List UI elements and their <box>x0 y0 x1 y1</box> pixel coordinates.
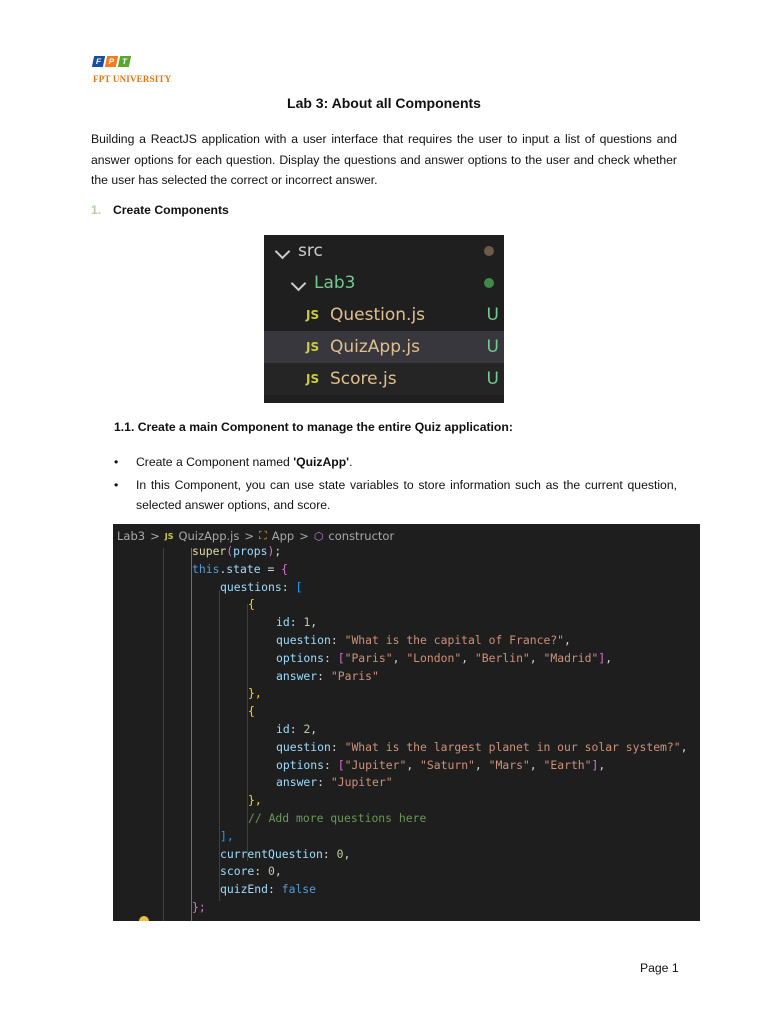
code-lines <box>113 543 700 917</box>
tok-punct: : <box>281 579 296 594</box>
untracked-dot-icon <box>484 278 494 288</box>
fpt-logo-blocks <box>93 56 183 67</box>
logo-block-t: T <box>118 56 131 67</box>
tok-punct: ; <box>274 544 282 558</box>
tok-punct: ], <box>220 828 234 843</box>
bullet-list <box>114 452 677 518</box>
tok-punct: }, <box>248 686 262 701</box>
fpt-logo <box>93 56 183 86</box>
page-number: Page 1 <box>640 961 679 975</box>
tok-prop: currentQuestion <box>220 846 323 861</box>
tree-file-name: QuizApp.js <box>330 337 420 357</box>
git-status-badge: U <box>486 305 499 325</box>
tok-str: "Paris" <box>344 650 393 665</box>
tok-prop: answer <box>276 775 318 790</box>
intro-paragraph: Building a ReactJS application with a user interface that requires the user to input a list of questions and answer options for each question. Display the questions and answer options to the user and check whether the user has selected the correct or incorrect answer. <box>91 132 677 187</box>
tree-label-lab3: Lab3 <box>314 273 356 293</box>
tok-op: = <box>260 561 282 576</box>
list-item <box>114 452 677 473</box>
tok-str: "What is the largest planet in our solar system?" <box>344 739 681 754</box>
tok-punct: ] <box>591 757 599 772</box>
bullet-icon: • <box>114 455 119 469</box>
code-line: options: ["Paris", "London", "Berlin", "Madrid"], <box>276 650 613 665</box>
code-line <box>113 543 700 561</box>
tok-prop: question <box>276 632 331 647</box>
code-line <box>113 828 700 846</box>
tok-punct: ( <box>226 544 234 558</box>
tree-row-file[interactable] <box>264 299 504 331</box>
bullet-text: Create a Component named <box>136 455 294 469</box>
code-line: id: 2, <box>276 721 318 736</box>
tok-str: "Mars" <box>488 757 530 772</box>
tok-fn: super <box>192 544 227 558</box>
chevron-right-icon: > <box>299 529 309 543</box>
tok-prop: score <box>220 864 255 879</box>
tok-prop: question <box>276 739 331 754</box>
code-line: question: "What is the largest planet in our solar system?", <box>276 739 688 754</box>
subsection-heading: 1.1. Create a main Component to manage the entire Quiz application: <box>114 420 513 434</box>
bullet-bold-text: 'QuizApp' <box>293 455 350 469</box>
class-symbol-icon: ⛶ <box>259 529 267 542</box>
list-item <box>114 475 677 516</box>
code-line <box>113 685 700 703</box>
section-label: Create Components <box>113 203 229 217</box>
git-status-badge: U <box>486 337 499 357</box>
tok-str: "Paris" <box>330 668 379 683</box>
logo-education: Education <box>134 57 175 66</box>
tok-str: "Earth" <box>543 757 592 772</box>
tok-prop: state <box>226 561 261 576</box>
tok-comment: // Add more questions here <box>248 810 427 825</box>
tok-punct: [ <box>295 579 303 594</box>
tok-num: 2 <box>303 721 311 736</box>
tok-prop: options <box>276 650 325 665</box>
method-symbol-icon: ⬡ <box>313 529 324 543</box>
tok-punct: [ <box>337 650 345 665</box>
code-line <box>113 596 700 614</box>
code-line: quizEnd: false <box>220 882 317 897</box>
code-editor <box>113 524 700 921</box>
tok-punct: . <box>219 561 227 576</box>
tok-punct: [ <box>337 757 345 772</box>
lightbulb-icon[interactable] <box>139 916 149 921</box>
tok-str: "London" <box>406 650 462 665</box>
tok-arg: props <box>233 544 268 558</box>
tree-file-name: Question.js <box>330 305 426 325</box>
tok-punct: { <box>248 597 255 612</box>
js-file-icon: JS <box>306 340 320 354</box>
chevron-right-icon: > <box>150 529 160 543</box>
breadcrumb-method[interactable]: constructor <box>328 529 395 543</box>
chevron-down-icon <box>275 243 291 259</box>
tree-row-lab3[interactable] <box>264 267 504 299</box>
tok-punct: }; <box>192 899 206 914</box>
bullet-text-end: . <box>349 455 353 469</box>
tok-prop: options <box>276 757 325 772</box>
tree-row-file[interactable] <box>264 363 504 395</box>
tok-prop: answer <box>276 668 318 683</box>
tok-prop: questions <box>220 579 282 594</box>
tok-punct: ] <box>598 650 606 665</box>
logo-block-f: F <box>92 56 105 67</box>
code-line: answer: "Jupiter" <box>276 775 393 790</box>
breadcrumb-folder[interactable]: Lab3 <box>117 529 146 543</box>
code-line <box>113 792 700 810</box>
code-line <box>113 899 700 917</box>
tok-str: "What is the capital of France?" <box>344 632 565 647</box>
code-line: answer: "Paris" <box>276 668 379 683</box>
tree-row-src[interactable] <box>264 235 504 267</box>
js-file-icon: JS <box>306 308 320 322</box>
section-heading-create-components <box>91 203 229 217</box>
js-file-icon: JS <box>306 372 320 386</box>
tok-str: "Jupiter" <box>344 757 407 772</box>
tree-label-src: src <box>298 241 323 261</box>
chevron-right-icon: > <box>244 529 254 543</box>
tok-prop: id <box>276 615 290 630</box>
tok-prop: id <box>276 721 290 736</box>
tok-kw: false <box>281 882 317 897</box>
tok-str: "Berlin" <box>474 650 530 665</box>
tree-file-name: Score.js <box>330 369 397 389</box>
breadcrumb-file[interactable]: QuizApp.js <box>178 529 240 543</box>
code-line: options: ["Jupiter", "Saturn", "Mars", "Earth"], <box>276 757 606 772</box>
code-line <box>113 579 700 597</box>
code-line: score: 0, <box>220 864 282 879</box>
tok-punct: { <box>281 561 289 576</box>
tok-prop: quizEnd <box>220 882 269 897</box>
page-title: Lab 3: About all Components <box>287 95 481 111</box>
section-number: 1. <box>91 203 102 217</box>
tok-str: "Saturn" <box>420 757 475 772</box>
logo-block-p: P <box>105 56 118 67</box>
code-line <box>113 561 700 579</box>
code-line <box>113 810 700 828</box>
code-line: currentQuestion: 0, <box>220 846 351 861</box>
chevron-down-icon <box>291 275 307 291</box>
tok-num: 0 <box>336 846 344 861</box>
tok-punct: }, <box>248 793 262 808</box>
modified-dot-icon <box>484 246 494 256</box>
tok-kw: this <box>192 561 220 576</box>
code-line: id: 1, <box>276 615 318 630</box>
tok-punct: ) <box>267 544 275 558</box>
tok-str: "Madrid" <box>543 650 599 665</box>
js-file-icon: JS <box>164 531 174 541</box>
file-explorer <box>264 235 504 403</box>
git-status-badge: U <box>486 369 499 389</box>
code-line: question: "What is the capital of France?", <box>276 632 571 647</box>
tok-num: 1 <box>303 615 311 630</box>
tok-punct: { <box>248 704 255 719</box>
logo-university: FPT UNIVERSITY <box>93 74 172 84</box>
bullet-text: In this Component, you can use state variables to store information such as the current question, selected answer options, and score. <box>136 477 677 512</box>
tree-row-file[interactable] <box>264 331 504 363</box>
bullet-icon: • <box>114 477 119 492</box>
tok-num: 0 <box>268 864 275 879</box>
code-line <box>113 703 700 721</box>
tok-str: "Jupiter" <box>330 775 393 790</box>
breadcrumb-class[interactable]: App <box>271 529 295 543</box>
